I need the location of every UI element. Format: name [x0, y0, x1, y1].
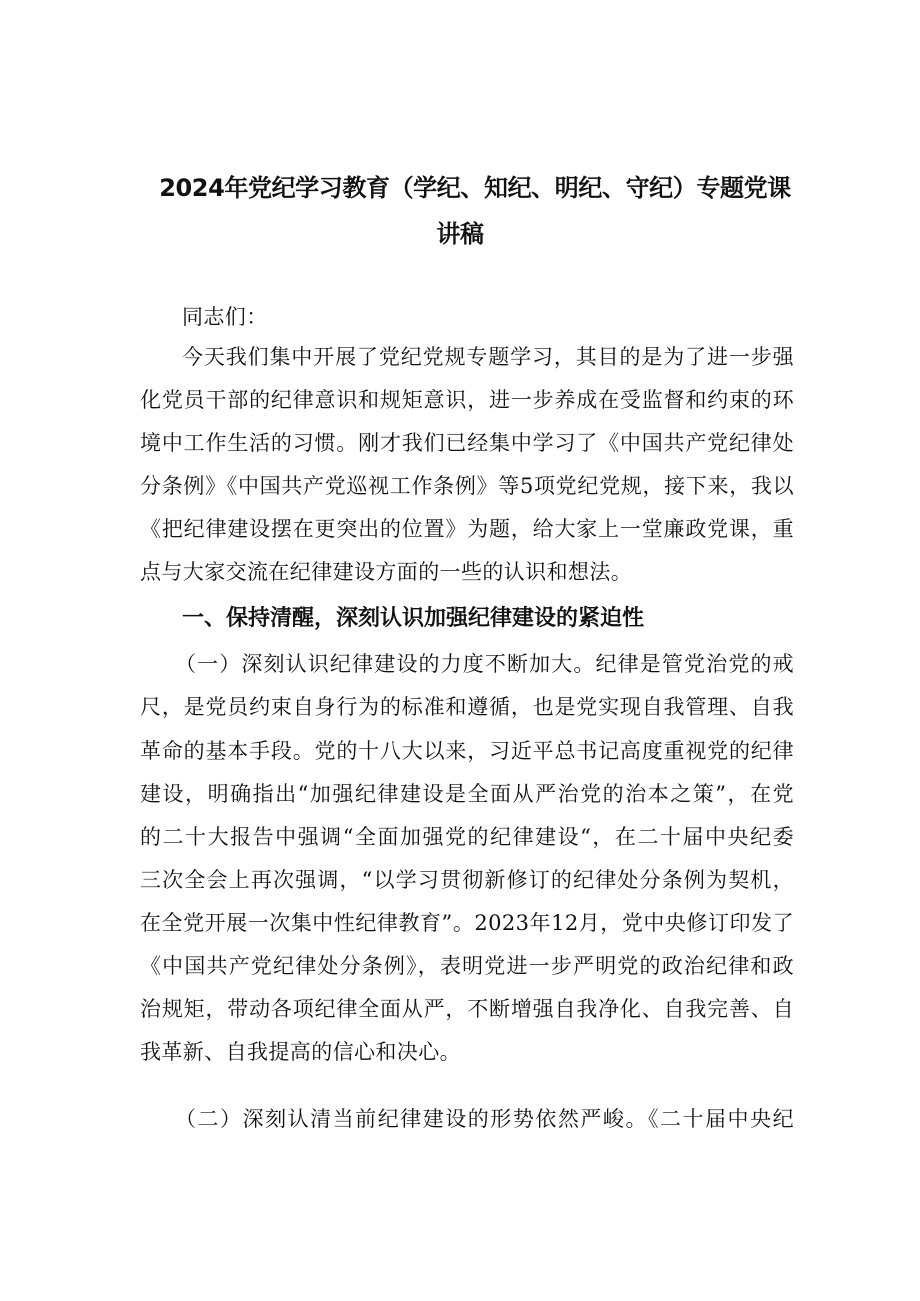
paragraph-line: 尺，是党员约束自身行为的标准和遵循，也是党实现自我管理、自我	[140, 695, 794, 719]
document-title-line1: 2024年党纪学习教育（学纪、知纪、明纪、守纪）专题党课	[159, 174, 791, 202]
paragraph-line: 三次全会上再次强调，“以学习贯彻新修订的纪律处分条例为契机，	[140, 868, 794, 892]
intro-line: 境中工作生活的习惯。刚才我们已经集中学习了《中国共产党纪律处	[140, 431, 794, 455]
salutation: 同志们：	[182, 305, 268, 329]
paragraph-line: 治规矩，带动各项纪律全面从严，不断增强自我净化、自我完善、自	[140, 997, 794, 1021]
paragraph-line: 《中国共产党纪律处分条例》，表明党进一步严明党的政治纪律和政	[140, 954, 794, 978]
paragraph-line: 的二十大报告中强调“全面加强党的纪律建设“，在二十届中央纪委	[140, 825, 794, 849]
document-title-line2: 讲稿	[436, 220, 484, 248]
paragraph-line: （一）深刻认识纪律建设的力度不断加大。纪律是管党治党的戒	[175, 652, 794, 676]
intro-line: 《把纪律建设摆在更突出的位置》为题，给大家上一堂廉政党课，重	[140, 517, 794, 541]
intro-line: 点与大家交流在纪律建设方面的一些的认识和想法。	[140, 560, 633, 584]
section-heading: 一、保持清醒，深刻认识加强纪律建设的紧迫性	[182, 606, 645, 631]
paragraph-line: 革命的基本手段。党的十八大以来，习近平总书记高度重视党的纪律	[140, 739, 794, 763]
paragraph-line: 在全党开展一次集中性纪律教育”。2023年12月，党中央修订印发了	[140, 911, 794, 935]
intro-line: 分条例》《中国共产党巡视工作条例》等5项党纪党规，接下来，我以	[140, 474, 794, 498]
paragraph-line: （二）深刻认清当前纪律建设的形势依然严峻。《二十届中央纪	[175, 1107, 794, 1131]
intro-line: 今天我们集中开展了党纪党规专题学习，其目的是为了进一步强	[182, 345, 794, 369]
paragraph-line: 建设，明确指出“加强纪律建设是全面从严治党的治本之策”，在党	[140, 782, 794, 806]
intro-line: 化党员干部的纪律意识和规矩意识，进一步养成在受监督和约束的环	[140, 388, 794, 412]
paragraph-line: 我革新、自我提高的信心和决心。	[140, 1040, 461, 1064]
